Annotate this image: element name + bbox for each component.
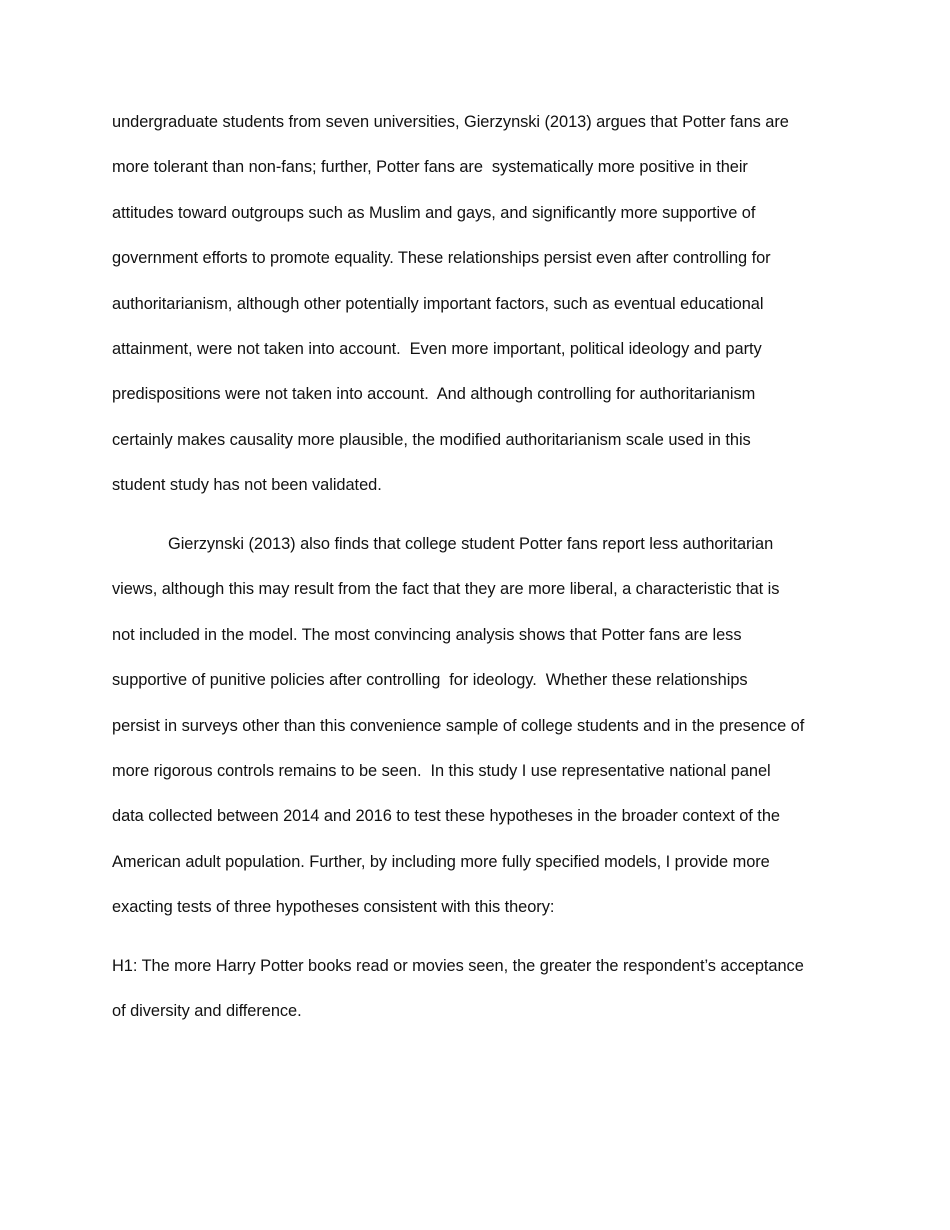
text-line: views, although this may result from the fact that they are more liberal, a characteristic that is [112,580,780,599]
text-line: student study has not been validated. [112,476,382,495]
hypothesis-h1 [112,944,842,1035]
paragraph-gierzynski-authoritarian [112,522,842,931]
text-line: certainly makes causality more plausible, the modified authoritarianism scale used in this [112,430,751,449]
text-line: data collected between 2014 and 2016 to test these hypotheses in the broader context of the [112,807,780,826]
text-line: government efforts to promote equality. These relationships persist even after controlling for [112,249,771,268]
text-line: attainment, were not taken into account. Even more important, political ideology and party [112,339,762,358]
text-line: American adult population. Further, by including more fully specified models, I provide more [112,852,770,871]
text-line: attitudes toward outgroups such as Muslim and gays, and significantly more supportive of [112,203,756,222]
text-line: authoritarianism, although other potentially important factors, such as eventual educational [112,294,764,313]
text-line: of diversity and difference. [112,1002,302,1021]
text-line: H1: The more Harry Potter books read or movies seen, the greater the respondent’s acceptance [112,957,804,975]
text-line: undergraduate students from seven universities, Gierzynski (2013) argues that Potter fans are [112,113,789,131]
text-line: predispositions were not taken into account. And although controlling for authoritarianism [112,385,756,404]
text-line: exacting tests of three hypotheses consistent with this theory: [112,898,555,917]
text-line: not included in the model. The most convincing analysis shows that Potter fans are less [112,625,742,644]
text-line: more tolerant than non-fans; further, Potter fans are systematically more positive in their [112,158,748,177]
text-line-indented: Gierzynski (2013) also finds that college student Potter fans report less authoritarian [168,535,774,553]
paragraph-gierzynski-tolerance [112,100,842,509]
text-line: persist in surveys other than this convenience sample of college students and in the presence of [112,716,805,735]
text-line: more rigorous controls remains to be seen. In this study I use representative national panel [112,761,771,780]
text-line: supportive of punitive policies after controlling for ideology. Whether these relationships [112,671,748,690]
